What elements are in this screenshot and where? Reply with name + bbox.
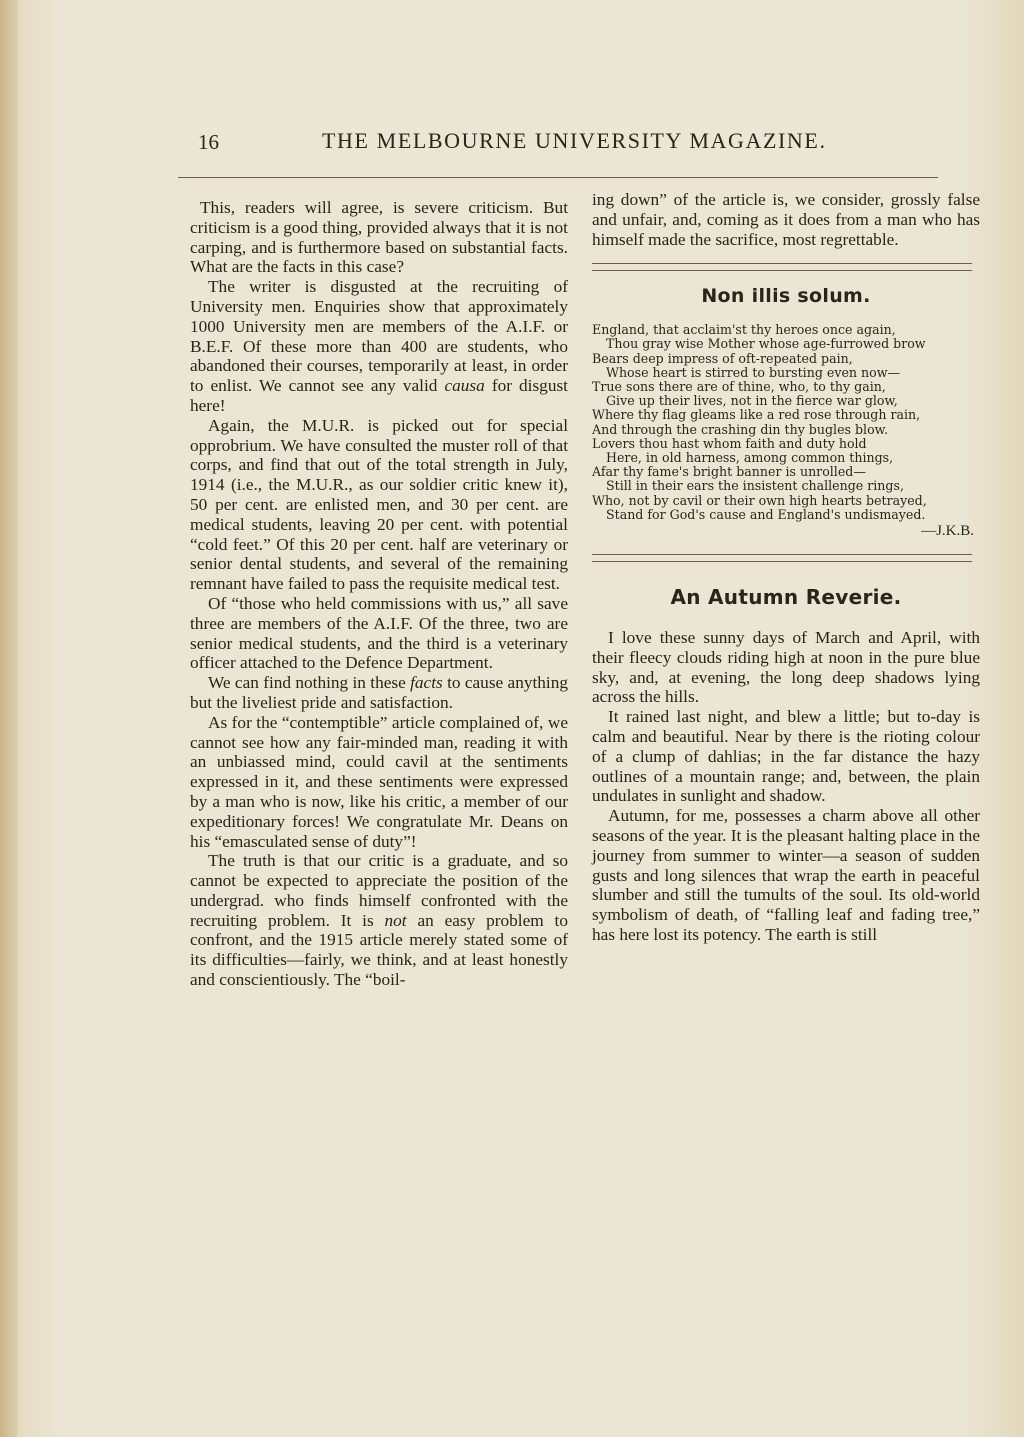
paragraph: The writer is disgusted at the recruiting of University men. Enquiries show that approximately 1000 University men are members of the A.I.F. or B.E.F. Of these more than 400 are students, who abandoned their courses, temporarily at least, in order to enlist. We cannot see any valid causa for disgust here! [190,277,568,415]
poem-title: Non illis solum. [701,285,871,308]
page-number: 16 [198,130,219,154]
poem-line: Afar thy fame's bright banner is unrolled— [592,464,866,480]
paragraph: Of “those who held commissions with us,” all save three are members of the A.I.F. Of the three, two are senior medical students, and the third is a veterinary officer attached to the Defence Department. [190,593,568,673]
poem-line: Where thy flag gleams like a red rose through rain, [592,407,921,423]
italic-word: facts [410,673,443,693]
paragraph: Again, the M.U.R. is picked out for special opprobrium. We have consulted the muster roll of that corps, and find that out of the total strength in July, 1914 (i.e., the M.U.R., as our soldier critic knew it), 50 per cent. are enlisted men, and 30 per cent. are medical students, leaving 20 per cent. with potential “cold feet.” Of this 20 per cent. half are veterinary or senior dental students, and several of the remaining remnant have failed to pass the requisite medical test. [190,415,568,594]
section-divider [592,554,972,562]
poem-signature: —J.K.B. [921,523,974,540]
reverie-title: An Autumn Reverie. [670,585,902,610]
page-header [198,128,828,168]
reverie-text [592,628,980,945]
poem-line: And through the crashing din thy bugles blow. [592,421,888,437]
header-rule [178,177,938,178]
paragraph: I love these sunny days of March and April, with their fleecy clouds riding high at noon in the pure blue sky, and, at evening, the long deep shadows lying across the hills. [592,628,980,707]
poem-line: Give up their lives, not in the fierce war glow, [606,393,898,409]
poem-line: Stand for God's cause and England's undismayed. [606,506,926,522]
poem-line: Lovers thou hast whom faith and duty hold [592,435,867,451]
section-divider [592,263,972,271]
paragraph: As for the “contemptible” article complained of, we cannot see how any fair-minded man, reading it with an unbiassed mind, could cavil at the sentiments expressed in it, and these sentiments were expressed by a man who is now, like his critic, a member of our expeditionary forces! We congratulate Mr. Deans on his “emasculated sense of duty”! [190,712,568,851]
paragraph: This, readers will agree, is severe criticism. But criticism is a good thing, provided always that it is not carping, and is furthermore based on substantial facts. What are the facts in this case? [190,198,568,277]
poem-line: Who, not by cavil or their own high hearts betrayed, [592,492,927,508]
poem-line: England, that acclaim'st thy heroes once again, [592,322,896,338]
poem-line: Bears deep impress of oft-repeated pain, [592,350,853,366]
running-title: THE MELBOURNE UNIVERSITY MAGAZINE. [322,128,827,153]
paragraph: Autumn, for me, possesses a charm above all other seasons of the year. It is the pleasant halting place in the journey from summer to winter—a season of sudden gusts and long silences that wrap the earth in peaceful slumber and still the tumults of the soul. Its old-world symbolism of death, of “falling leaf and fading tree,” has here lost its potency. The earth is still [592,806,980,944]
paragraph: The truth is that our critic is a graduate, and so cannot be expected to appreciate the position of the undergrad. who finds himself confronted with the recruiting problem. It is not an easy problem to confront, and the 1915 article merely stated some of its difficulties—fairly, we think, and at least honestly and conscientiously. The “boil- [190,851,568,990]
left-column [190,198,568,990]
poem-line: Thou gray wise Mother whose age-furrowed brow [606,336,926,352]
poem-line: True sons there are of thine, who, to thy gain, [592,379,886,394]
poem [592,323,980,538]
right-column [592,190,980,945]
italic-word: not [384,910,407,930]
book-spine-edge [0,0,18,1437]
poem-line: Here, in old harness, among common things, [606,450,894,466]
poem-line: Whose heart is stirred to bursting even now— [606,364,901,380]
continuation-paragraph: ing down” of the article is, we consider, grossly false and unfair, and, coming as it does from a man who has himself made the sacrifice, most regrettable. [592,190,980,249]
paragraph: We can find nothing in these facts to cause anything but the liveliest pride and satisfaction. [190,673,569,712]
italic-word: causa [444,376,485,396]
paragraph: It rained last night, and blew a little; but to-day is calm and beautiful. Near by there is the rioting colour of a clump of dahlias; in the far distance the hazy outlines of a mountain range; and, between, the plain undulates in sunlight and shadow. [592,707,980,806]
poem-line: Still in their ears the insistent challenge rings, [606,478,904,494]
